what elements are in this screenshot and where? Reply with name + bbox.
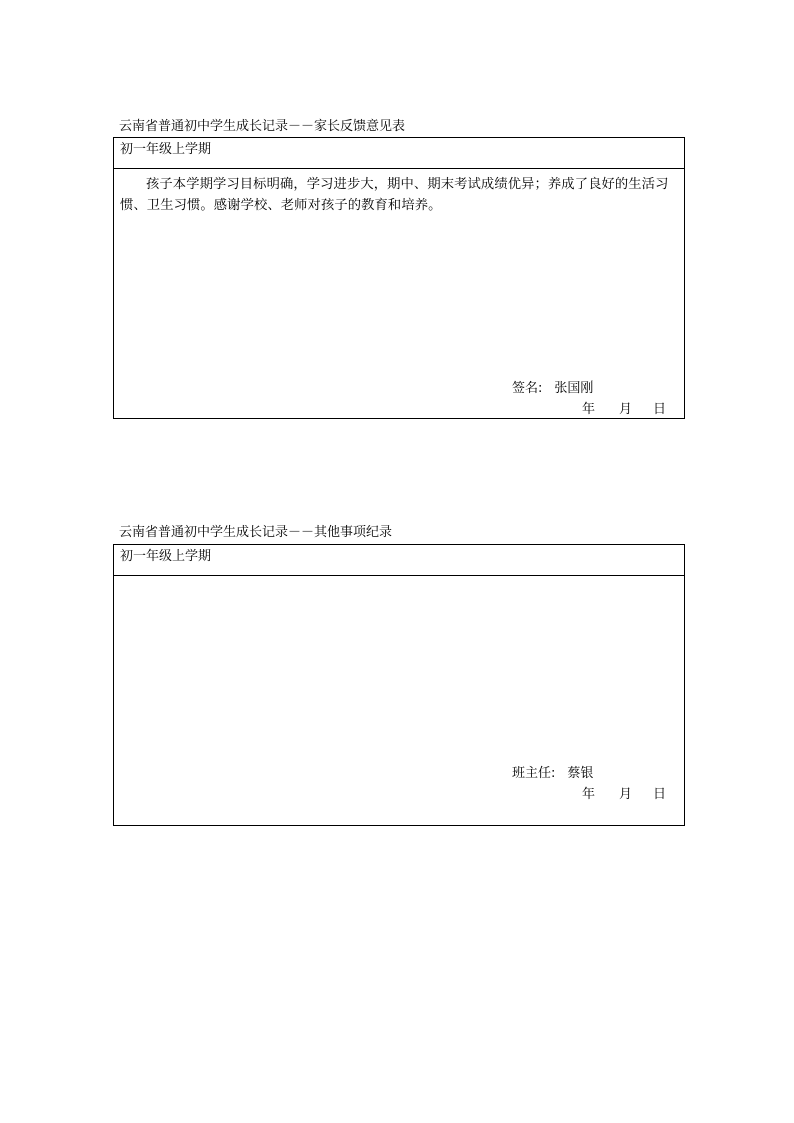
date-day-label: 日 [653, 787, 667, 802]
feedback-form-table [113, 137, 685, 419]
signature-label: 签名: [512, 381, 543, 396]
teacher-signature-line [512, 766, 593, 782]
feedback-form-title: 云南省普通初中学生成长记录－－家长反馈意见表 [119, 119, 406, 134]
other-matters-content-cell [114, 576, 684, 825]
feedback-term-cell: 初一年级上学期 [114, 138, 684, 169]
teacher-label: 班主任: [512, 766, 556, 781]
signature-name: 张国刚 [554, 381, 594, 396]
date-year-label: 年 [582, 787, 596, 802]
other-matters-term-cell: 初一年级上学期 [114, 545, 684, 576]
signature-line [512, 381, 593, 397]
other-matters-title: 云南省普通初中学生成长记录－－其他事项纪录 [119, 525, 393, 540]
date-year-label: 年 [582, 402, 596, 417]
feedback-date-line [582, 402, 666, 418]
date-month-label: 月 [619, 402, 633, 417]
parent-feedback-text: 孩子本学期学习目标明确，学习进步大，期中、期末考试成绩优异；养成了良好的生活习惯、卫生习惯。感谢学校、老师对孩子的教育和培养。 [120, 177, 669, 213]
feedback-content-cell [114, 169, 684, 418]
date-month-label: 月 [619, 787, 633, 802]
teacher-name: 蔡银 [567, 766, 594, 781]
other-matters-table [113, 544, 685, 826]
other-matters-date-line [582, 787, 666, 803]
date-day-label: 日 [653, 402, 667, 417]
